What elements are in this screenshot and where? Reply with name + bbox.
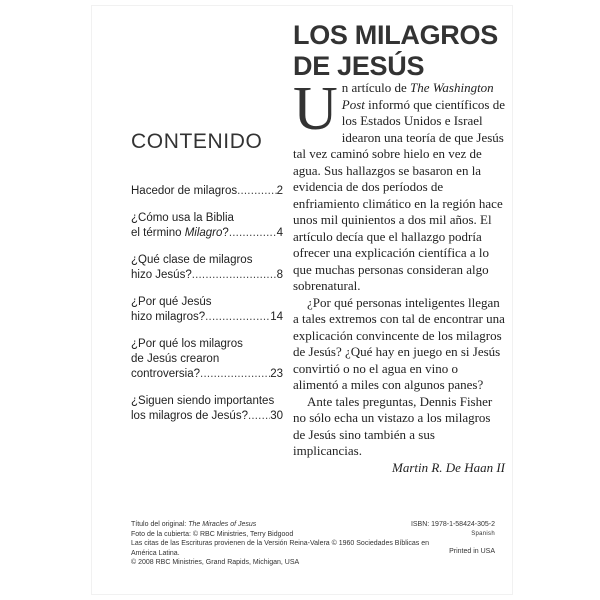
toc-entry[interactable] — [131, 211, 283, 241]
table-of-contents — [131, 184, 283, 436]
toc-entry-title: Hacedor de milagros — [131, 185, 238, 197]
toc-entry-title: ¿Qué clase de milagros — [131, 254, 253, 266]
publication-info — [407, 520, 495, 557]
title-line-2: DE JESÚS — [293, 51, 425, 81]
toc-entry-page: 2 — [276, 185, 283, 197]
toc-entry-title: ¿Por qué Jesús — [131, 296, 212, 308]
toc-entry[interactable] — [131, 337, 283, 382]
article-body — [293, 75, 505, 476]
copyright-line: © 2008 RBC Ministries, Grand Rapids, Michigan, USA — [131, 559, 300, 566]
contents-heading: CONTENIDO — [131, 130, 263, 153]
language-label: Spanish — [471, 530, 495, 537]
toc-entry[interactable] — [131, 184, 283, 199]
toc-entry-title-cont: hizo milagros? — [131, 311, 206, 323]
toc-entry-title: ¿Cómo usa la Biblia — [131, 212, 234, 224]
toc-entry-page: 4 — [276, 227, 283, 239]
toc-dot-leader — [237, 184, 276, 199]
original-title-line: Título del original: The Miracles of Jesus — [131, 521, 257, 528]
toc-entry-page: 23 — [270, 368, 283, 380]
article-paragraph-3: Ante tales preguntas, Dennis Fisher no sólo echa un vistazo a los milagros de Jesús sino también a sus implicancias. — [293, 393, 493, 458]
colophon — [131, 520, 451, 568]
toc-dot-leader — [205, 310, 270, 325]
toc-entry-title: ¿Por qué los milagros — [131, 338, 243, 350]
title-line-1: LOS MILAGROS — [293, 20, 498, 50]
toc-entry-title-cont: de Jesús crearon — [131, 353, 220, 365]
toc-entry[interactable] — [131, 253, 283, 283]
toc-entry-page: 8 — [276, 269, 283, 281]
drop-cap: U — [293, 75, 338, 143]
article-paragraph-1: Un artículo de The Washington Post informó que científicos de los Estados Unidos e Israel idearon una teoría de que Jesús tal vez caminó sobre hielo en vez de agua. Sus hallazgos se basaron en la evidencia de dos períodos de enfriamiento climático en la región hace unos mil quinientos a dos mil años. El artículo decía que el hallazgo podría ofrecer una explicación científica a lo que muchas personas consideran algo sobrenatural. — [293, 75, 505, 293]
toc-dot-leader — [200, 367, 270, 382]
scripture-credit: Las citas de las Escrituras provienen de la Versión Reina-Valera © 1960 Sociedades Bíblicas en América Latina. — [131, 540, 430, 557]
toc-entry-page: 14 — [270, 311, 283, 323]
toc-entry-title-cont: controversia? — [131, 368, 201, 380]
toc-dot-leader — [229, 226, 277, 241]
toc-entry[interactable] — [131, 394, 283, 424]
toc-entry[interactable] — [131, 295, 283, 325]
author-signature: Martin R. De Haan II — [391, 459, 505, 475]
article-paragraph-2: ¿Por qué personas inteligentes llegan a tales extremos con tal de encontrar una explicación convincente de los milagros de Jesús? ¿Qué hay en juego en si Jesús convirtió o no el agua en vino o alimentó a miles con algunos panes? — [293, 294, 505, 392]
isbn: ISBN: 1978-1-58424-305-2 — [410, 521, 495, 528]
toc-entry-title-cont: hizo Jesús? — [131, 269, 192, 281]
toc-dot-leader — [192, 268, 277, 283]
toc-entry-title: ¿Siguen siendo importantes — [131, 395, 275, 407]
page-title — [293, 20, 498, 82]
toc-dot-leader — [248, 409, 270, 424]
toc-entry-title-cont: el término Milagro? — [131, 227, 229, 239]
printed-in: Printed in USA — [449, 548, 495, 555]
toc-entry-page: 30 — [270, 410, 283, 422]
cover-photo-credit: Foto de la cubierta: © RBC Ministries, Terry Bidgood — [131, 530, 294, 538]
toc-entry-title-cont: los milagros de Jesús? — [131, 410, 248, 422]
